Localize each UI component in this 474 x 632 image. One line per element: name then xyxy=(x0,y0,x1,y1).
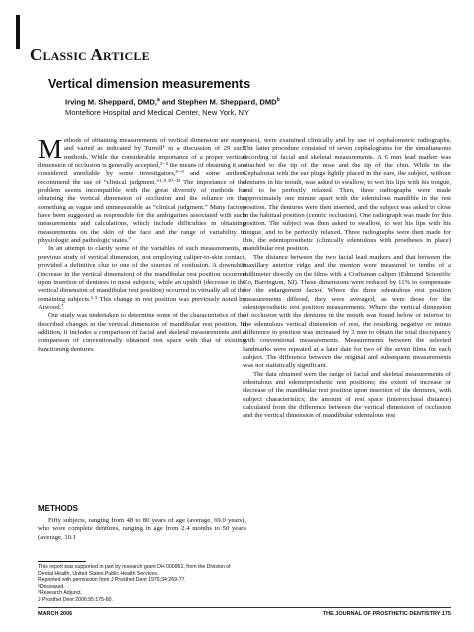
intro-paragraph-1-text: ethods of obtaining measurements of vertical dimension are many and varied as indicated by Turrell¹ in a discussion of 29 such methods. While the considerable importance of a proper vertical dimension of occlusion is generally accepted,²⁻⁴ the means of obtaining it are considered unreliable by some investigators,⁵⁻⁹ and some authors recommend the use of “clinical judgment.”¹·⁸·¹⁰⁻¹² The importance of the problem seems incompatible with the great diversity of methods for obtaining the vertical dimension of occlusion and the reliance on the something as vague and unmeasurable as “clinical judgment.” Many factors have been suggested as responsible for the ambiguities associated with such measurements and calculations, which include difficulties in obtaining measurements on the skin of the face and the range of variability in physiologic and pathologic states.⁷ xyxy=(38,137,246,245)
footnotes xyxy=(38,564,246,604)
footnote-citation: J Prosthet Dent 2006;95:175-80. xyxy=(38,596,113,603)
footnote-grant: This report was supported in part by research grant DH 000961, from the Division of Dental Health, United States Public Health Services. xyxy=(38,564,231,577)
affiliation: Montefiore Hospital and Medical Center, New York, NY xyxy=(65,108,250,117)
author-2: and Stephen M. Sheppard, DMD xyxy=(159,97,277,107)
left-column xyxy=(38,134,246,354)
intro-paragraph-2: In an attempt to clarify some of the variables of such measurements, a previous study of vertical dimension, not employing caliper-to-skin contact, provided a definitive clue to one of the sources of confusion. A downshift (increase in the vertical dimension) of the mandibular rest position occurred upon insertion of dentures in most subjects, while an upshift (decrease in the vertical dimension of mandibular rest position) occurred in virtually all of the remaining subjects.³·⁵ This change in rest position was previously noted by Atwood.⁷ xyxy=(38,245,246,311)
footer-journal-page: THE JOURNAL OF PROSTHETIC DENTISTRY 175 xyxy=(322,611,451,617)
section-marker-bar xyxy=(16,15,20,49)
methods-heading: METHODS xyxy=(38,504,78,513)
data-paragraph: The data obtained were the range of facial and skeletal measurements of edentulous and edentoprosthetic rest positions; the extent of increase or decrease of the mandibular rest position upon insertion of the dentures, with subject characteristics; the amount of rest space (interocclusal distance) calculated from the difference between the vertical dimension of occlusion and the vertical dimension of mandibular edentulous rest xyxy=(243,370,451,420)
methods-paragraph-continued: years), were examined clinically and by use of cephalometric radiographs. The latter procedure consisted of seven cephalograms for the simultaneous recording of facial and skeletal measurements. A 6 mm lead marker was attached to the tip of the nose and the tip of the chin. While in the Cephalostat with the ear plugs lightly placed in the ears, the subject, without dentures in his mouth, was asked to swallow, to wet his lips with his tongue, and to be perfectly relaxed. Then, three radiographs were made approximately one minute apart with the edentulous mandible in the rest position. The dentures were then inserted, and the subject was asked to close in the habitual position (centric occlusion). One radiograph was made for this position. The subject was then asked to swallow, to wet his lips with his tongue, and to be perfectly relaxed. Three radiographs were then made for this, the edentoprosthetic (clinically edentulous with prostheses in place) mandibular rest position. xyxy=(243,137,451,253)
footnote-deceased: ᵃDeceased. xyxy=(38,583,65,590)
author-line xyxy=(65,97,280,107)
footer-rule xyxy=(38,607,451,608)
measurement-paragraph: The distance between the two facial lead markers and that between the maxillary anterior ridge and the menton were measured to tenths of a millimeter directly on the films with a Craftsman caliper (Edmund Scientific Co, Barrington, NJ). These dimensions were reduced by 11% to compensate for the enlargement factor. Where the three edentulous rest position measurements differed, they were averaged, as were those for the edentoprosthetic rest position measurements. Where the vertical dimension of occlusion with the dentures in the mouth was found below or inferior to the edentulous vertical dimension of rest, the resulting negative or minus difference in position was increased by 3 mm to obtain the total discrepancy with conventional measurements. Measurements between the selected landmarks were repeated at a later date for two of the seven films for each subject. The difference between the original and subsequent measurements was not statistically significant. xyxy=(243,253,451,370)
footnote-reprint: Reprinted with permission from J Prosthet Dent 1975;34:269-77. xyxy=(38,577,186,584)
author-1: Irving M. Sheppard, DMD, xyxy=(65,97,157,107)
footnote-research-adjunct: ᵇResearch Adjunct. xyxy=(38,590,83,597)
author-2-sup: b xyxy=(276,97,280,103)
article-type-label: Classic Article xyxy=(30,45,150,64)
methods-paragraph: Fifty subjects, ranging from 48 to 80 years of age (average, 69.0 years), who wore complete dentures, ranging in age from 2.4 months to 50 years (average, 10.1 xyxy=(38,517,246,541)
footnote-rule xyxy=(38,561,86,562)
intro-paragraph-3: Our study was undertaken to determine some of the characteristics of the described changes in the vertical dimension of mandibular rest position. In addition, it includes a comparison of facial and skeletal measurements and a comparison of conventionally obtained rest space with that of existing functioning dentures. xyxy=(38,312,246,353)
drop-cap: M xyxy=(38,134,63,164)
footer-date: MARCH 2006 xyxy=(38,611,73,617)
right-column xyxy=(243,137,451,421)
intro-paragraph-1 xyxy=(38,134,246,245)
article-title: Vertical dimension measurements xyxy=(48,77,251,91)
author-1-sup: a xyxy=(156,97,160,103)
